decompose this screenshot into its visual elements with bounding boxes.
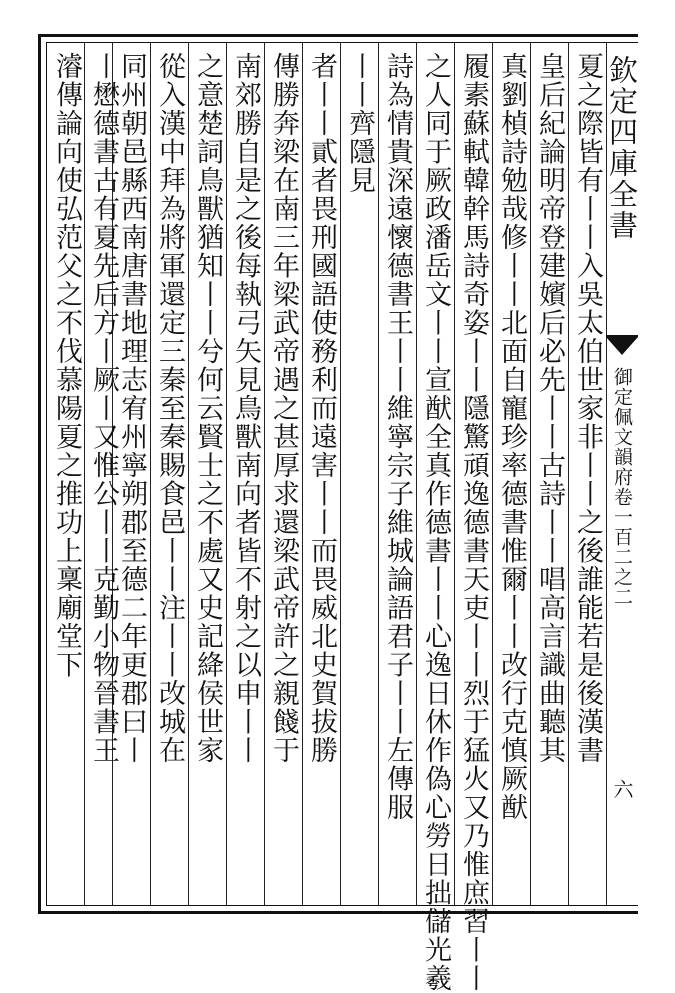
- text-column-2: 皇后紀論明帝登建嬪后必先丨丨古詩丨丨唱高言識曲聽其: [534, 52, 565, 765]
- text-column-4: 履素蘇軾韓幹馬詩奇姿丨丨隱驚頑逸德書天吏丨丨烈于猛火又乃惟庶習丨丨: [458, 52, 489, 993]
- page-number: 六: [610, 779, 634, 799]
- text-column-11: 之意楚詞鳥獸猶知丨丨兮何云賢士之不處又史記絳侯世家: [192, 52, 223, 765]
- text-column-12: 從入漢中拜為將軍還定三秦至秦賜食邑丨丨注丨丨改城在: [154, 52, 185, 765]
- book-heart: [606, 43, 638, 905]
- text-column-5: 之人同于厥政潘岳文丨丨宣猷全真作德書丨丨心逸日休作偽心勞日拙儲光羲: [420, 52, 451, 993]
- text-column-8: 者丨丨貳者畏刑國語使務利而遠害丨丨而畏威北史賀拔勝: [306, 52, 337, 765]
- text-column-7: 丨丨齊隱見: [344, 52, 375, 195]
- text-column-10: 南郊勝自是之後每執弓矢見鳥獸南向者皆不射之以申丨丨: [230, 52, 261, 765]
- margin-title: 欽定四庫全書: [605, 55, 639, 241]
- text-column-14: 丨懋德書古有夏先后方丨厥丨又惟公丨丨克勤小物晉書王: [88, 52, 119, 765]
- margin-subtitle: 御定佩文韻府卷一百二之二: [611, 367, 633, 607]
- text-column-3: 真劉楨詩勉哉修丨丨北面自寵珍率德書惟爾丨丨改行克慎厥猷: [496, 52, 527, 822]
- text-column-15: 濬傳論向使弘范父之不伐慕陽夏之推功上稟廟堂下: [51, 52, 82, 679]
- text-column-6: 詩為情貴深遠懷德書王丨丨維寧宗子維城論語君子丨丨左傳服: [382, 52, 413, 822]
- text-column-9: 傳勝奔梁在南三年梁武帝遇之甚厚求還梁武帝許之親餞于: [268, 52, 299, 765]
- text-column-13: 同州朝邑縣西南唐書地理志宥州寧朔郡至德二年更郡曰丨: [116, 52, 147, 765]
- text-column-1: 夏之際皆有丨丨入吳太伯世家非丨丨之後誰能若是後漢書: [572, 52, 603, 765]
- fishtail-mark: [606, 335, 638, 359]
